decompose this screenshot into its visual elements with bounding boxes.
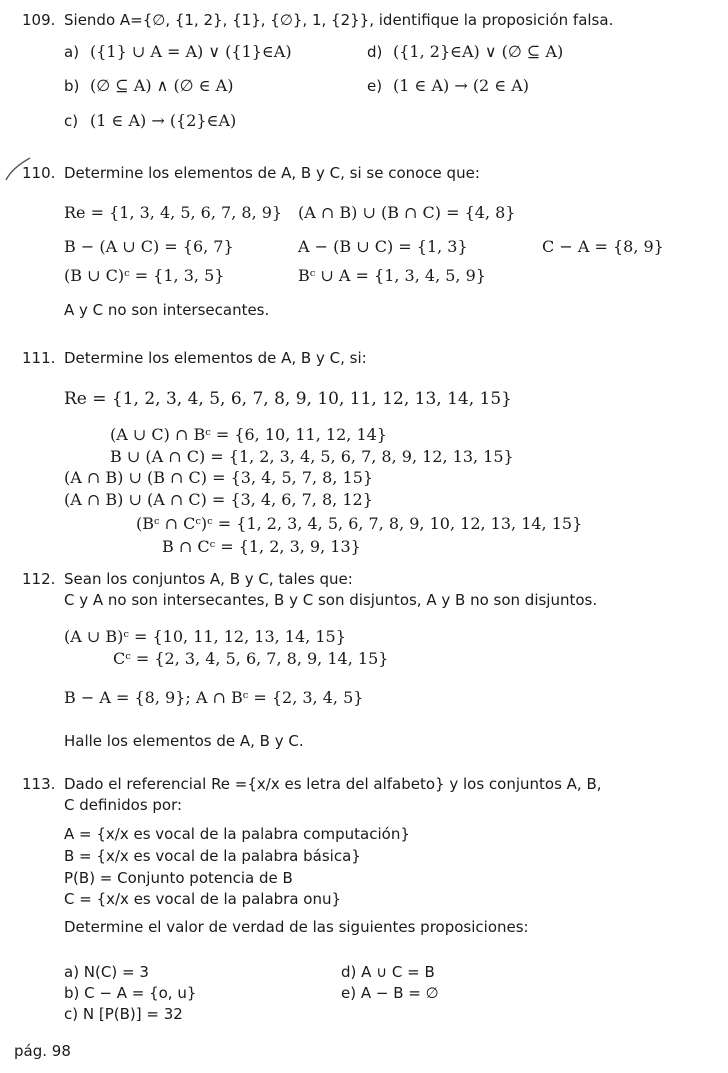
option-b: (∅ ⊆ A) ∧ (∅ ∈ A)	[90, 76, 234, 95]
option-label: a)	[64, 43, 80, 61]
problem-number: 111.	[22, 349, 56, 367]
equation: (A ∪ B)ᶜ = {10, 11, 12, 13, 14, 15}	[64, 627, 346, 646]
problem-statement: Sean los conjuntos A, B y C, tales que:	[64, 570, 353, 588]
note: A y C no son intersecantes.	[64, 301, 270, 319]
page-number: pág. 98	[14, 1042, 71, 1060]
equation: (A ∩ B) ∪ (B ∩ C) = {3, 4, 5, 7, 8, 15}	[64, 468, 374, 487]
equation: (Bᶜ ∩ Cᶜ)ᶜ = {1, 2, 3, 4, 5, 6, 7, 8, 9, 10, 12, 13, 14, 15}	[136, 514, 583, 533]
equation: (A ∩ B) ∪ (A ∩ C) = {3, 4, 6, 7, 8, 12}	[64, 490, 373, 509]
universe-set: Re = {1, 2, 3, 4, 5, 6, 7, 8, 9, 10, 11, 12, 13, 14, 15}	[64, 389, 512, 409]
problem-number: 110.	[22, 164, 56, 182]
problem-statement: C y A no son intersecantes, B y C son disjuntos, A y B no son disjuntos.	[64, 591, 598, 609]
condition: Re = {1, 3, 4, 5, 6, 7, 8, 9}	[64, 203, 283, 222]
definition: B = {x/x es vocal de la palabra básica}	[64, 847, 361, 865]
definition: C = {x/x es vocal de la palabra onu}	[64, 890, 342, 908]
option-e: (1 ∈ A) → (2 ∈ A)	[393, 76, 530, 95]
condition: Bᶜ ∪ A = {1, 3, 4, 5, 9}	[298, 266, 486, 285]
option-c: (1 ∈ A) → ({2}∈A)	[90, 111, 237, 130]
condition: C − A = {8, 9}	[542, 237, 664, 256]
option-d: ({1, 2}∈A) ∨ (∅ ⊆ A)	[393, 42, 564, 61]
option-a: ({1} ∪ A = A) ∨ ({1}∈A)	[90, 42, 292, 61]
problem-number: 113.	[22, 775, 56, 793]
problem-statement: Determine los elementos de A, B y C, si:	[64, 349, 367, 367]
proposition-d: d) A ∪ C = B	[341, 963, 435, 981]
condition: (A ∩ B) ∪ (B ∩ C) = {4, 8}	[298, 203, 516, 222]
problem-statement: C definidos por:	[64, 796, 183, 814]
equation: B ∪ (A ∩ C) = {1, 2, 3, 4, 5, 6, 7, 8, 9, 12, 13, 15}	[110, 447, 514, 466]
problem-statement: Dado el referencial Re ={x/x es letra del alfabeto} y los conjuntos A, B,	[64, 775, 602, 793]
option-label: b)	[64, 77, 80, 95]
condition: (B ∪ C)ᶜ = {1, 3, 5}	[64, 266, 225, 285]
definition: P(B) = Conjunto potencia de B	[64, 869, 293, 887]
equation: Cᶜ = {2, 3, 4, 5, 6, 7, 8, 9, 14, 15}	[113, 649, 389, 668]
definition: A = {x/x es vocal de la palabra computación}	[64, 825, 410, 843]
condition: B − (A ∪ C) = {6, 7}	[64, 237, 234, 256]
option-label: e)	[367, 77, 383, 95]
option-label: c)	[64, 112, 79, 130]
equation: B − A = {8, 9}; A ∩ Bᶜ = {2, 3, 4, 5}	[64, 688, 364, 707]
proposition-e: e) A − B = ∅	[341, 984, 439, 1002]
problem-number: 109.	[22, 11, 56, 29]
instruction: Halle los elementos de A, B y C.	[64, 732, 304, 750]
equation: B ∩ Cᶜ = {1, 2, 3, 9, 13}	[162, 537, 361, 556]
instruction: Determine el valor de verdad de las siguientes proposiciones:	[64, 918, 529, 936]
condition: A − (B ∪ C) = {1, 3}	[298, 237, 468, 256]
proposition-b: b) C − A = {o, u}	[64, 984, 197, 1002]
problem-statement: Siendo A={∅, {1, 2}, {1}, {∅}, 1, {2}}, identifique la proposición falsa.	[64, 11, 614, 29]
problem-statement: Determine los elementos de A, B y C, si se conoce que:	[64, 164, 480, 182]
proposition-c: c) N [P(B)] = 32	[64, 1005, 183, 1023]
problem-number: 112.	[22, 570, 56, 588]
option-label: d)	[367, 43, 383, 61]
proposition-a: a) N(C) = 3	[64, 963, 149, 981]
equation: (A ∪ C) ∩ Bᶜ = {6, 10, 11, 12, 14}	[110, 425, 387, 444]
